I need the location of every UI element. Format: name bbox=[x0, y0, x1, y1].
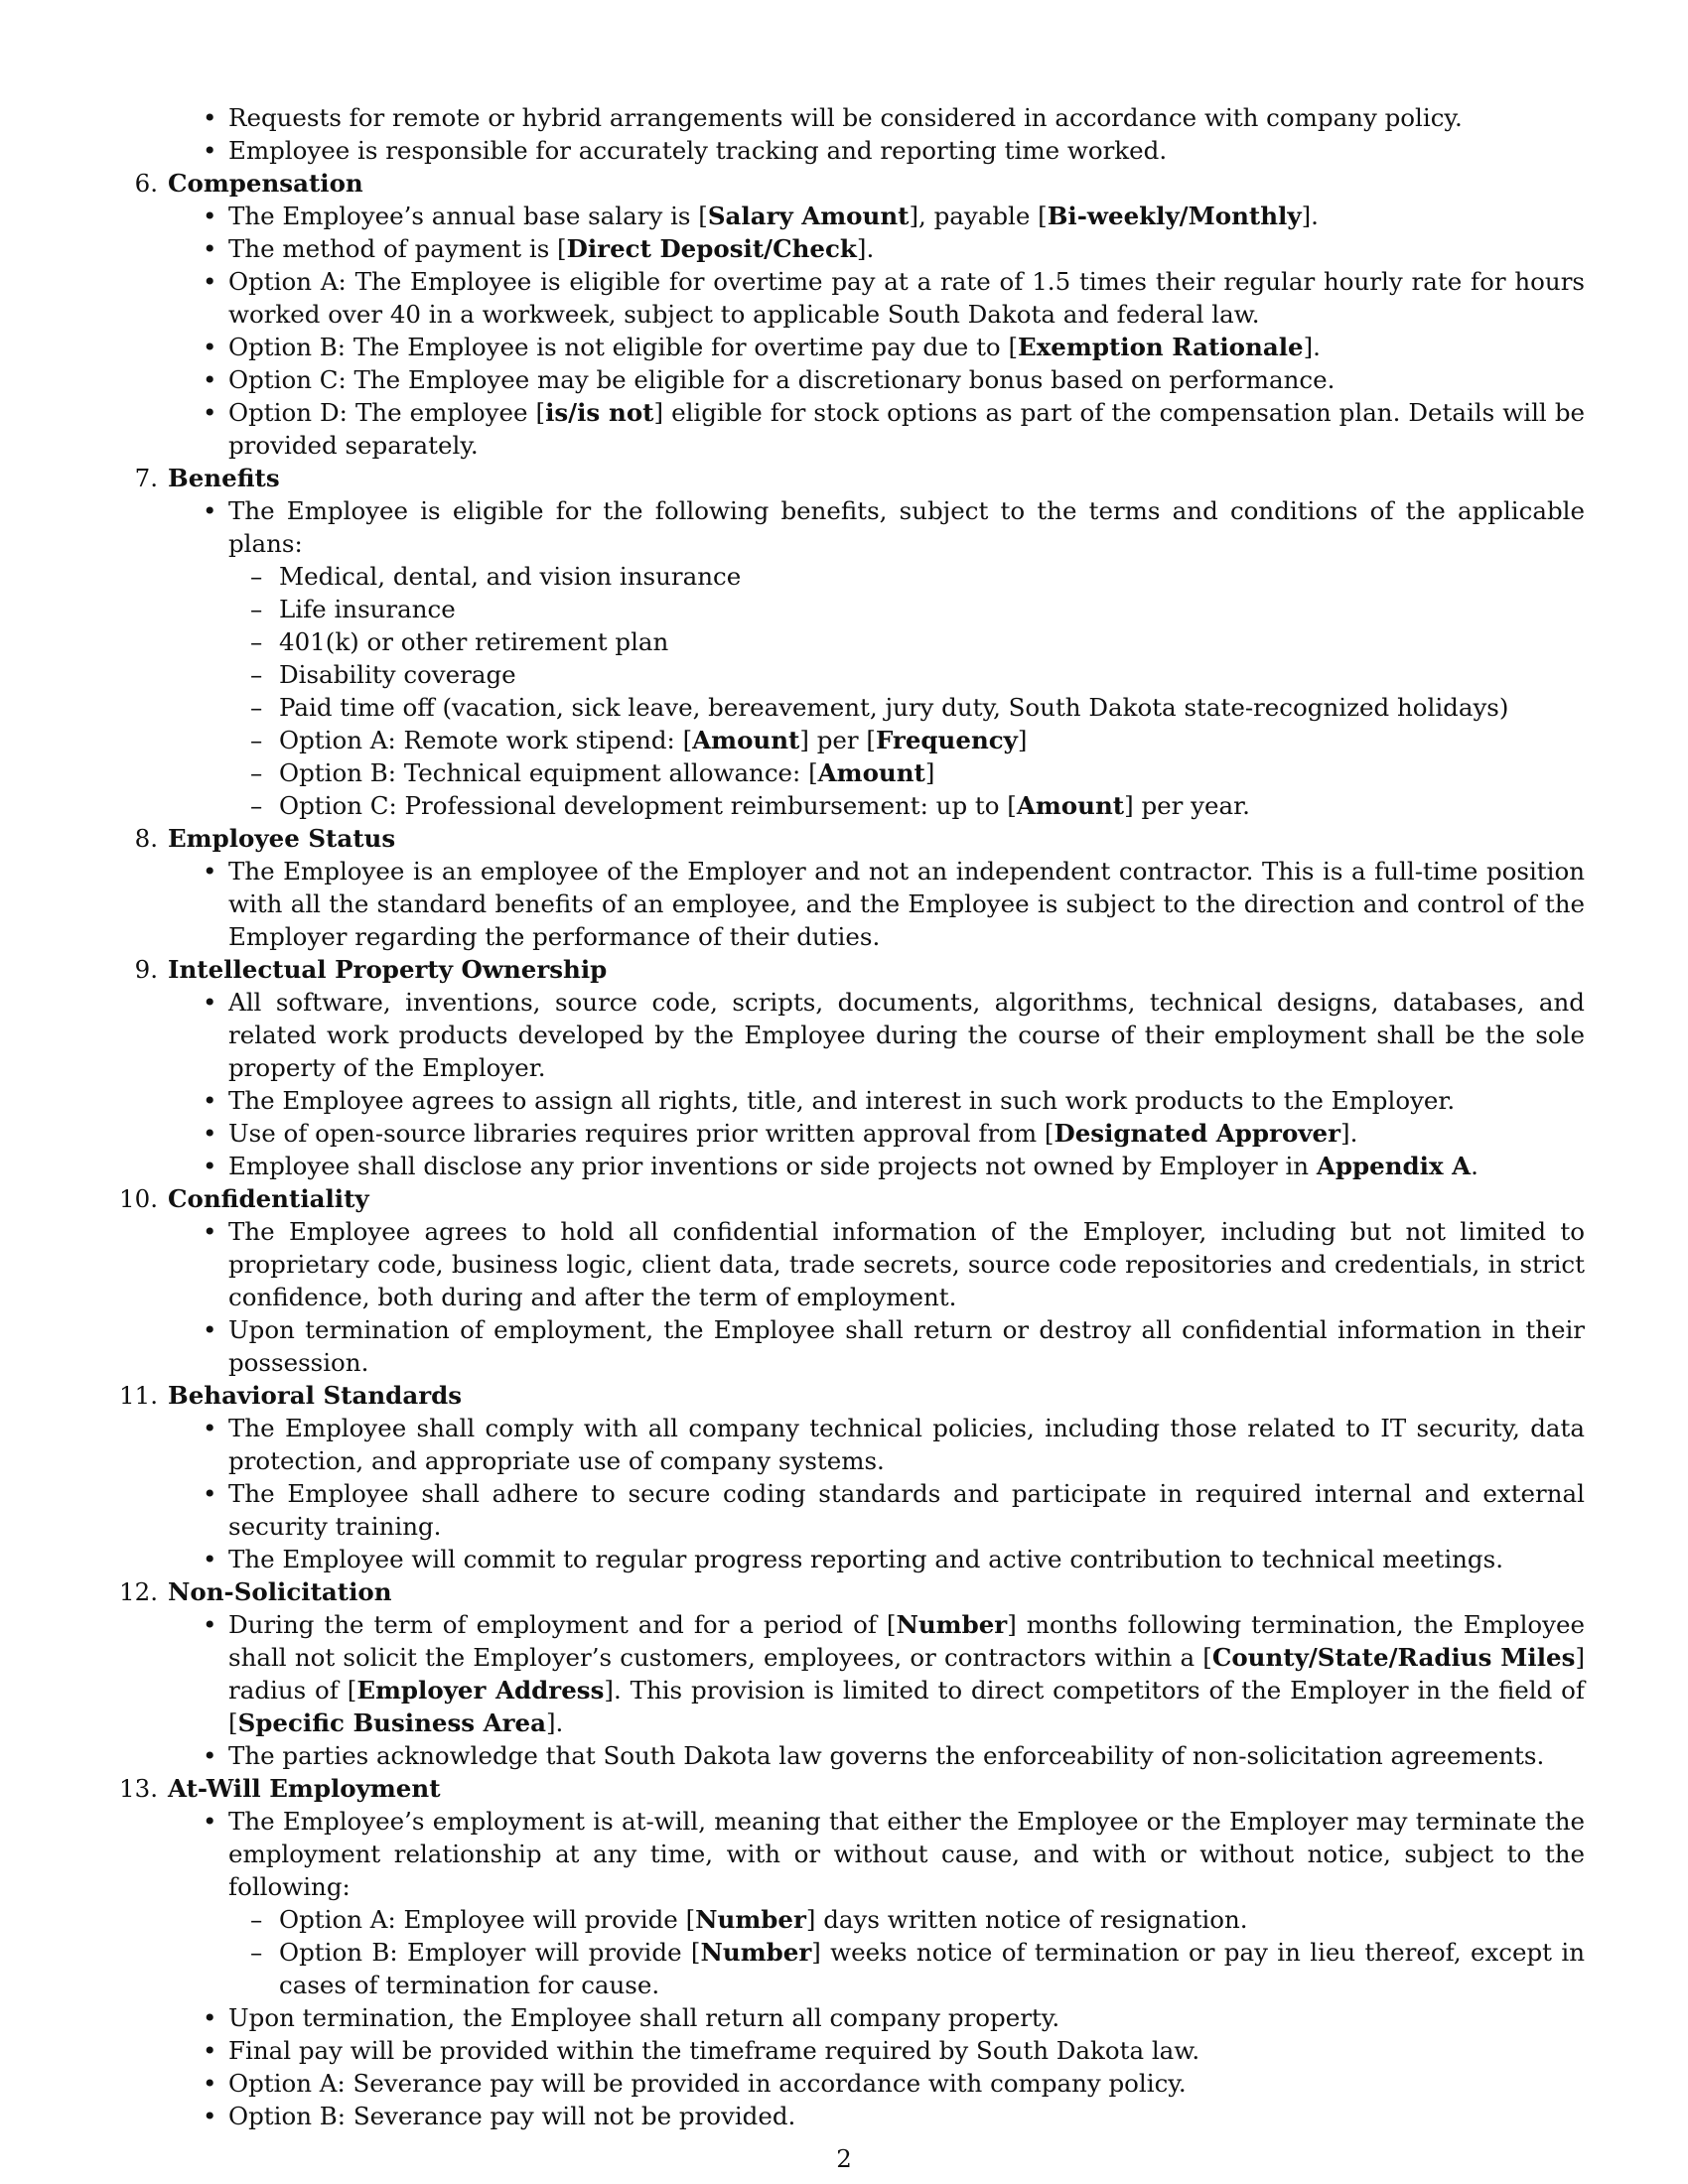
sub-list-item: – Option A: Remote work stipend: [Amount] per [Frequency] bbox=[250, 726, 1028, 754]
section-number: 6. bbox=[134, 169, 158, 198]
document-body bbox=[0, 101, 1688, 2132]
list-item: • During the term of employment and for a period of [Number] months following termination, the Employee shall not solicit the Employer’s customers, employees, or contractors within a [County/State/Radius Miles] radius of [Employer Address]. This provision is limited to direct competitors of the Employer in the field of [Specific Business Area]. bbox=[203, 1610, 1585, 1737]
bullet-icon: • bbox=[203, 333, 217, 361]
dash-icon: – bbox=[250, 726, 263, 754]
placeholder-field: Amount bbox=[817, 758, 925, 787]
list-item-text: Option A: Severance pay will be provided in accordance with company policy. bbox=[228, 2069, 1187, 2098]
dash-icon: – bbox=[250, 562, 263, 591]
section-title: Behavioral Standards bbox=[168, 1381, 463, 1410]
dash-icon: – bbox=[250, 660, 263, 689]
bullet-icon: • bbox=[203, 496, 217, 525]
list-item-text: Upon termination of employment, the Employee shall return or destroy all confidential information in their possession. bbox=[228, 1315, 1585, 1377]
placeholder-field: is/is not bbox=[545, 398, 654, 427]
placeholder-field: Frequency bbox=[875, 726, 1018, 754]
section-number: 7. bbox=[134, 464, 158, 492]
bullet-icon: • bbox=[203, 1315, 217, 1344]
list-item-text: The Employee shall comply with all company technical policies, including those related to IT security, data protection, and appropriate use of company systems. bbox=[228, 1414, 1585, 1475]
dash-icon: – bbox=[250, 1938, 263, 1967]
list-item bbox=[203, 2067, 1585, 2100]
sub-list-item: – Option A: Employee will provide [Number] days written notice of resignation. bbox=[250, 1905, 1248, 1934]
placeholder-field: Salary Amount bbox=[707, 202, 910, 230]
list-item bbox=[203, 1477, 1585, 1543]
list-item bbox=[203, 1739, 1585, 1772]
section-title: Non-Solicitation bbox=[168, 1577, 392, 1606]
placeholder-field: County/State/Radius Miles bbox=[1211, 1643, 1576, 1672]
section-number: 9. bbox=[134, 955, 158, 984]
placeholder-field: Amount bbox=[1016, 791, 1125, 820]
bullet-icon: • bbox=[203, 1807, 217, 1836]
placeholder-field: Employer Address bbox=[356, 1676, 605, 1705]
list-item bbox=[203, 986, 1585, 1084]
list-item-text: The Employee’s employment is at-will, meaning that either the Employee or the Employer may terminate the employment relationship at any time, with or without cause, and with or without notice, subject to the following: bbox=[228, 1807, 1585, 1901]
sub-list-item: – Option B: Employer will provide [Number] weeks notice of termination or pay in lieu thereof, except in cases of termination for cause. bbox=[250, 1938, 1585, 1999]
placeholder-field: Exemption Rationale bbox=[1018, 333, 1304, 361]
list-item bbox=[203, 1805, 1585, 1903]
section-number: 13. bbox=[119, 1774, 158, 1803]
appendix-reference: Appendix A bbox=[1316, 1152, 1472, 1180]
bullet-icon: • bbox=[203, 103, 217, 132]
list-item bbox=[203, 134, 1585, 167]
bullet-icon: • bbox=[203, 857, 217, 886]
list-item: • Option B: The Employee is not eligible for overtime pay due to [Exemption Rationale]. bbox=[203, 333, 1321, 361]
sub-list-item: – Paid time off (vacation, sick leave, bereavement, jury duty, South Dakota state-recognized holidays) bbox=[250, 693, 1509, 722]
section-title: Intellectual Property Ownership bbox=[168, 955, 608, 984]
list-item bbox=[203, 1313, 1585, 1379]
bullet-icon: • bbox=[203, 2069, 217, 2098]
section-heading-compensation bbox=[134, 167, 1688, 200]
dash-icon: – bbox=[250, 595, 263, 623]
bullet-icon: • bbox=[203, 1545, 217, 1573]
bullet-icon: • bbox=[203, 2003, 217, 2032]
sub-list-item: – Medical, dental, and vision insurance bbox=[250, 562, 742, 591]
bullet-icon: • bbox=[203, 398, 217, 427]
section-heading-benefits bbox=[134, 462, 1688, 494]
placeholder-field: Designated Approver bbox=[1054, 1119, 1341, 1148]
bullet-icon: • bbox=[203, 1217, 217, 1246]
list-item-text: The Employee will commit to regular progress reporting and active contribution to technical meetings. bbox=[228, 1545, 1503, 1573]
sub-list-item: – Option C: Professional development reimbursement: up to [Amount] per year. bbox=[250, 791, 1250, 820]
dash-icon: – bbox=[250, 1905, 263, 1934]
list-item-text: All software, inventions, source code, scripts, documents, algorithms, technical designs, databases, and related work products developed by the Employee during the course of their employment shall be the sole property of the Employer. bbox=[228, 988, 1585, 1082]
list-item-text: The parties acknowledge that South Dakota law governs the enforceability of non-solicitation agreements. bbox=[228, 1741, 1545, 1770]
list-item: • Employee shall disclose any prior inventions or side projects not owned by Employer in Appendix A. bbox=[203, 1152, 1478, 1180]
list-item bbox=[203, 101, 1585, 134]
list-item-text: Option C: The Employee may be eligible for a discretionary bonus based on performance. bbox=[228, 365, 1336, 394]
list-item: • The Employee’s annual base salary is [Salary Amount], payable [Bi-weekly/Monthly]. bbox=[203, 202, 1319, 230]
bullet-icon: • bbox=[203, 234, 217, 263]
dash-icon: – bbox=[250, 758, 263, 787]
bullet-icon: • bbox=[203, 2102, 217, 2130]
bullet-icon: • bbox=[203, 988, 217, 1017]
bullet-icon: • bbox=[203, 136, 217, 165]
page-number: 2 bbox=[836, 2144, 852, 2173]
list-item bbox=[203, 2100, 1585, 2132]
list-item-text: The Employee is an employee of the Employer and not an independent contractor. This is a full-time position with all the standard benefits of an employee, and the Employee is subject to the direction and control of the Employer regarding the performance of their duties. bbox=[228, 857, 1585, 951]
list-item-text: Final pay will be provided within the timeframe required by South Dakota law. bbox=[228, 2036, 1200, 2065]
list-item-text: Requests for remote or hybrid arrangements will be considered in accordance with company policy. bbox=[228, 103, 1463, 132]
section-heading-ip-ownership bbox=[134, 953, 1688, 986]
bullet-icon: • bbox=[203, 267, 217, 296]
bullet-icon: • bbox=[203, 1086, 217, 1115]
section-number: 10. bbox=[119, 1184, 158, 1213]
list-item bbox=[203, 1543, 1585, 1575]
placeholder-field: Bi-weekly/Monthly bbox=[1047, 202, 1302, 230]
list-item-text: Option B: Severance pay will not be provided. bbox=[228, 2102, 796, 2130]
placeholder-field: Amount bbox=[692, 726, 800, 754]
bullet-icon: • bbox=[203, 1414, 217, 1442]
section-heading-confidentiality bbox=[119, 1182, 1688, 1215]
dash-icon: – bbox=[250, 791, 263, 820]
placeholder-field: Direct Deposit/Check bbox=[566, 234, 857, 263]
placeholder-field: Specific Business Area bbox=[237, 1708, 546, 1737]
placeholder-field: Number bbox=[700, 1938, 812, 1967]
sub-list-item: – Disability coverage bbox=[250, 660, 516, 689]
section-title: Benefits bbox=[168, 464, 280, 492]
bullet-icon: • bbox=[203, 202, 217, 230]
section-number: 8. bbox=[134, 824, 158, 853]
list-item bbox=[203, 1412, 1585, 1477]
dash-icon: – bbox=[250, 693, 263, 722]
section-number: 12. bbox=[119, 1577, 158, 1606]
bullet-icon: • bbox=[203, 1479, 217, 1508]
list-item-text: Employee is responsible for accurately tracking and reporting time worked. bbox=[228, 136, 1168, 165]
sub-list-item: – Option B: Technical equipment allowance: [Amount] bbox=[250, 758, 935, 787]
sub-list-item: – 401(k) or other retirement plan bbox=[250, 627, 669, 656]
list-item: • Option D: The employee [is/is not] eligible for stock options as part of the compensation plan. Details will be provided separately. bbox=[203, 398, 1585, 460]
list-item-text: The Employee agrees to hold all confidential information of the Employer, including but not limited to proprietary code, business logic, client data, trade secrets, source code repositories and credentials, in strict confidence, both during and after the term of employment. bbox=[228, 1217, 1585, 1311]
list-item bbox=[203, 1215, 1585, 1313]
sub-list-item: – Life insurance bbox=[250, 595, 456, 623]
section-heading-employee-status bbox=[134, 822, 1688, 855]
section-title: Confidentiality bbox=[168, 1184, 369, 1213]
list-item bbox=[203, 265, 1585, 331]
list-item bbox=[203, 494, 1585, 560]
list-item bbox=[203, 2034, 1585, 2067]
section-heading-behavioral-standards bbox=[119, 1379, 1688, 1412]
list-item-text: The Employee is eligible for the following benefits, subject to the terms and conditions of the applicable plans: bbox=[228, 496, 1585, 558]
section-number: 11. bbox=[119, 1381, 158, 1410]
list-item: • Use of open-source libraries requires prior written approval from [Designated Approver]. bbox=[203, 1119, 1358, 1148]
section-title: Compensation bbox=[168, 169, 363, 198]
list-item bbox=[203, 2001, 1585, 2034]
list-item bbox=[203, 363, 1585, 396]
placeholder-field: Number bbox=[695, 1905, 806, 1934]
list-item-text: The Employee agrees to assign all rights, title, and interest in such work products to the Employer. bbox=[228, 1086, 1456, 1115]
bullet-icon: • bbox=[203, 365, 217, 394]
bullet-icon: • bbox=[203, 1741, 217, 1770]
section-title: At-Will Employment bbox=[168, 1774, 441, 1803]
list-item-text: Option A: The Employee is eligible for overtime pay at a rate of 1.5 times their regular hourly rate for hours worked over 40 in a workweek, subject to applicable South Dakota and federal law. bbox=[228, 267, 1585, 329]
placeholder-field: Number bbox=[896, 1610, 1008, 1639]
list-item-text: Upon termination, the Employee shall return all company property. bbox=[228, 2003, 1060, 2032]
section-heading-non-solicitation bbox=[119, 1575, 1688, 1608]
section-heading-at-will-employment bbox=[119, 1772, 1688, 1805]
bullet-icon: • bbox=[203, 1610, 217, 1639]
bullet-icon: • bbox=[203, 1119, 217, 1148]
section-title: Employee Status bbox=[168, 824, 396, 853]
dash-icon: – bbox=[250, 627, 263, 656]
list-item bbox=[203, 1084, 1585, 1117]
list-item bbox=[203, 855, 1585, 953]
bullet-icon: • bbox=[203, 1152, 217, 1180]
bullet-icon: • bbox=[203, 2036, 217, 2065]
list-item-text: The Employee shall adhere to secure coding standards and participate in required internal and external security training. bbox=[228, 1479, 1585, 1541]
list-item: • The method of payment is [Direct Deposit/Check]. bbox=[203, 234, 875, 263]
